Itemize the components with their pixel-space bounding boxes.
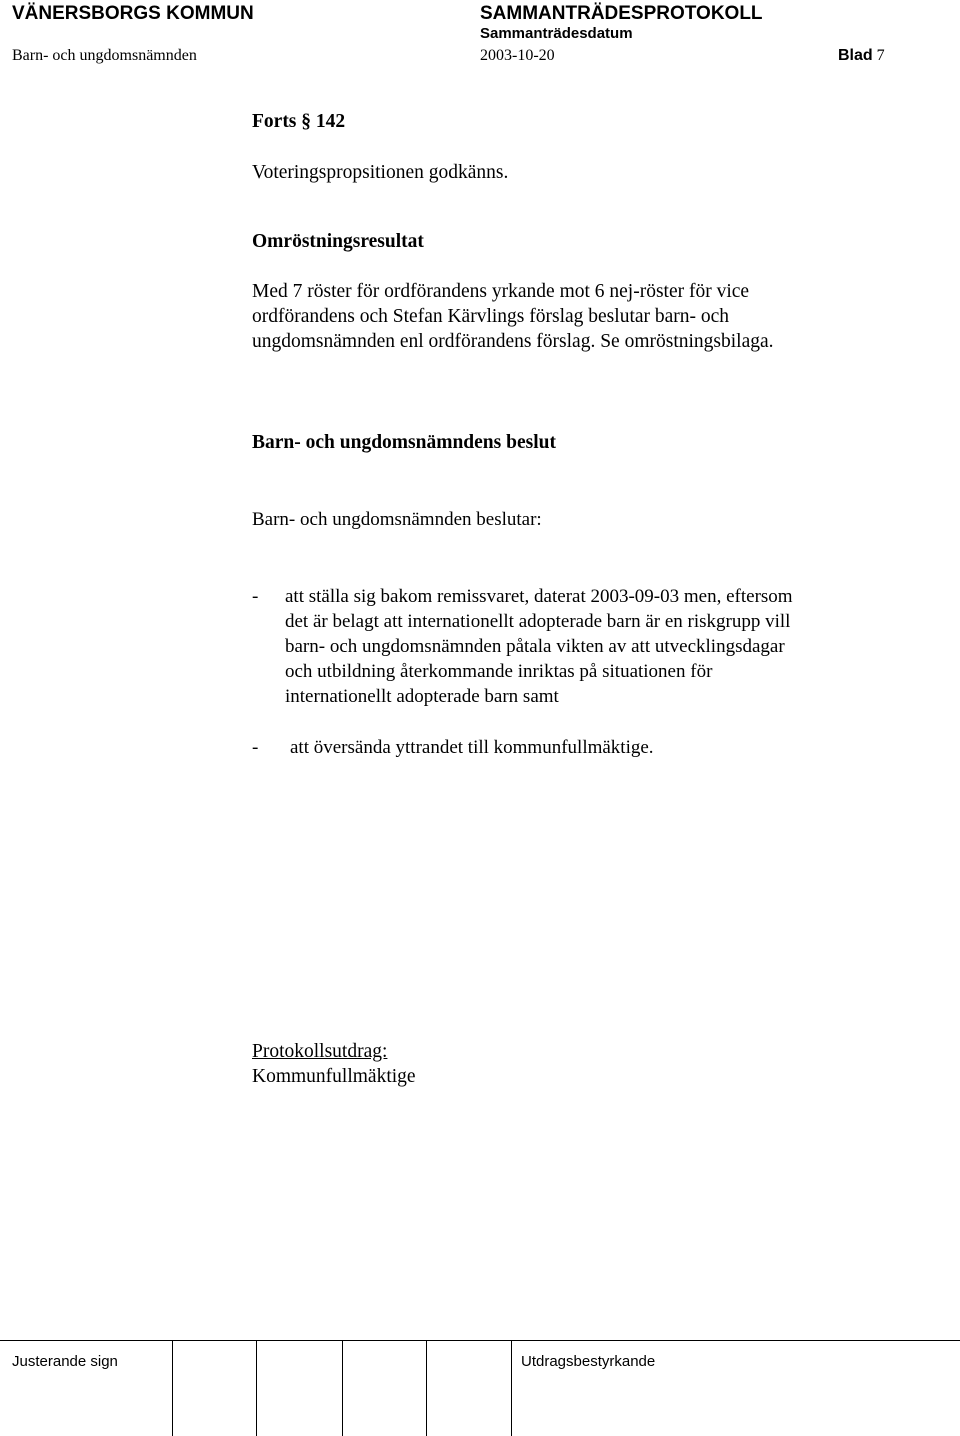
certified-extract-label: Utdragsbestyrkande	[521, 1353, 656, 1370]
signature-divider	[342, 1340, 343, 1436]
extract-recipient: Kommunfullmäktige	[252, 1066, 416, 1087]
decision-line: och utbildning återkommande inriktas på situationen för	[285, 661, 713, 682]
municipality-name: VÄNERSBORGS KOMMUN	[12, 3, 254, 24]
meeting-date: 2003-10-20	[480, 47, 555, 64]
extract-label: Protokollsutdrag:	[252, 1041, 388, 1062]
committee-name: Barn- och ungdomsnämnden	[12, 47, 197, 64]
list-dash: -	[252, 586, 259, 607]
signature-divider	[256, 1340, 257, 1436]
decision-line: barn- och ungdomsnämnden påtala vikten av att utvecklingsdagar	[285, 636, 785, 657]
signature-divider	[511, 1340, 512, 1436]
page-label: Blad	[838, 47, 873, 64]
signature-divider	[172, 1340, 173, 1436]
vote-result-heading: Omröstningsresultat	[252, 231, 424, 252]
signature-label: Justerande sign	[12, 1353, 118, 1370]
decision-line: att ställa sig bakom remissvaret, daterat 2003-09-03 men, eftersom	[285, 586, 793, 607]
vote-line: ungdomsnämnden enl ordförandens förslag. Se omröstningsbilaga.	[252, 331, 774, 352]
page-number: 7	[876, 47, 885, 64]
list-dash: -	[252, 737, 259, 758]
document-type: SAMMANTRÄDESPROTOKOLL	[480, 3, 763, 24]
signature-divider	[426, 1340, 427, 1436]
footer-rule	[0, 1340, 960, 1341]
meeting-date-label: Sammanträdesdatum	[480, 25, 633, 42]
decision-heading: Barn- och ungdomsnämndens beslut	[252, 432, 556, 453]
decision-intro: Barn- och ungdomsnämnden beslutar:	[252, 509, 542, 530]
vote-line: ordförandens och Stefan Kärvlings förslag beslutar barn- och	[252, 306, 730, 327]
approval-text: Voteringspropsitionen godkänns.	[252, 162, 509, 183]
decision-line: det är belagt att internationellt adopterade barn är en riskgrupp vill	[285, 611, 791, 632]
section-title: Forts § 142	[252, 111, 346, 132]
vote-line: Med 7 röster för ordförandens yrkande mot 6 nej-röster för vice	[252, 281, 750, 302]
decision-item	[252, 584, 892, 714]
decision-line: internationellt adopterade barn samt	[285, 686, 559, 707]
page-indicator	[838, 47, 885, 65]
decision-line: att översända yttrandet till kommunfullmäktige.	[290, 737, 654, 758]
decision-item	[252, 735, 892, 763]
